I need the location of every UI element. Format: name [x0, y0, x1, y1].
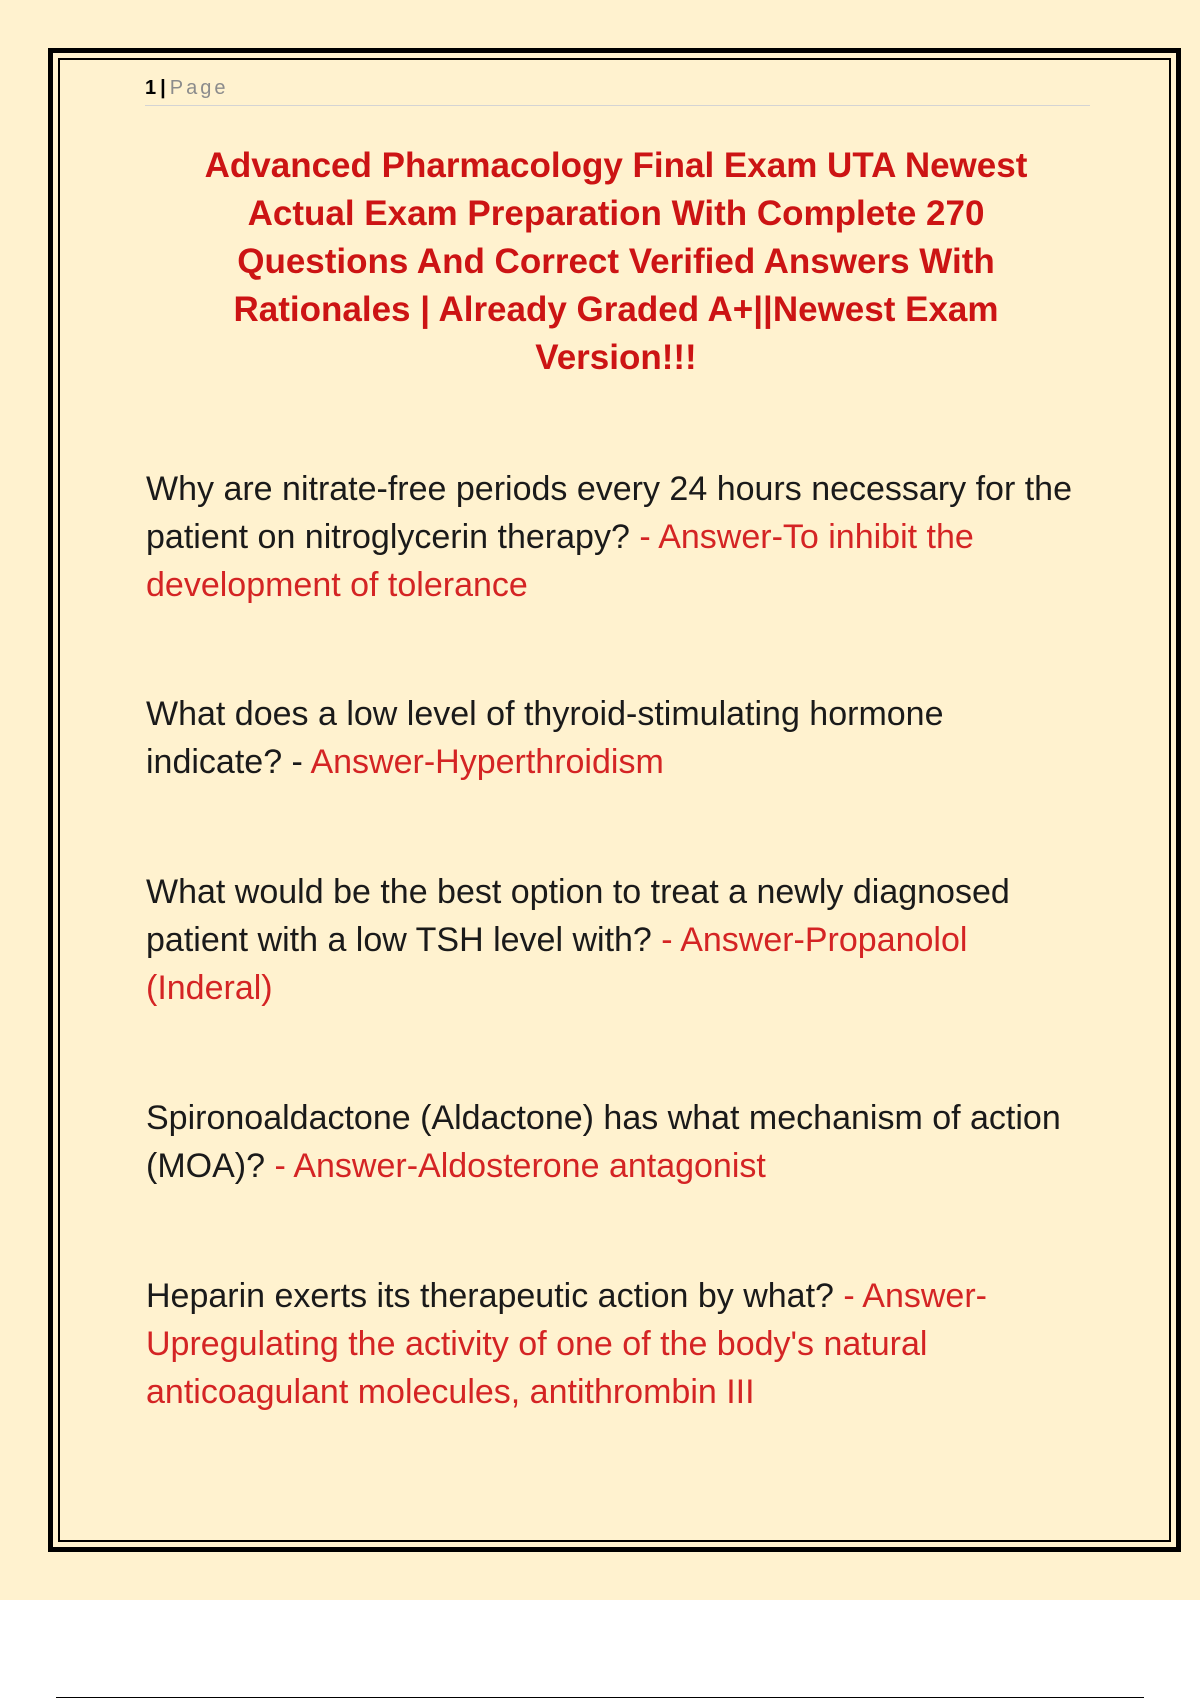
page-header — [145, 74, 1090, 106]
qa-item-5 — [146, 1272, 1086, 1416]
answer-text: - Answer-Upregulating the activity of one of the body's natural anticoagulant molecules, antithrombin III — [146, 1277, 987, 1411]
question-text: Why are nitrate-free periods every 24 hours necessary for the patient on nitroglycerin therapy? — [146, 470, 1072, 556]
answer-text: Answer-Hyperthroidism — [310, 743, 664, 781]
qa-item-3 — [146, 868, 1086, 1012]
qa-item-4 — [146, 1094, 1086, 1190]
page-word: Page — [169, 77, 229, 99]
question-text: Heparin exerts its therapeutic action by what? — [146, 1277, 834, 1315]
question-text: What does a low level of thyroid-stimulating hormone indicate? - — [146, 695, 944, 781]
answer-text: - Answer-Propanolol (Inderal) — [146, 921, 968, 1007]
qa-item-1 — [146, 465, 1086, 609]
question-text: Spironoaldactone (Aldactone) has what mechanism of action (MOA)? — [146, 1099, 1061, 1185]
answer-text: - Answer-Aldosterone antagonist — [274, 1147, 766, 1185]
document-title: Advanced Pharmacology Final Exam UTA Newest Actual Exam Preparation With Complete 270 Questions And Correct Verified Answers With Rationales | Already Graded A+||Newest Exam Version!!! — [204, 146, 1028, 377]
page-separator: | — [160, 77, 166, 99]
answer-text: - Answer-To inhibit the development of tolerance — [146, 518, 974, 604]
question-text: What would be the best option to treat a newly diagnosed patient with a low TSH level with? — [146, 873, 1010, 959]
qa-item-2 — [146, 690, 1086, 786]
page-number: 1 — [145, 77, 157, 99]
bottom-divider — [56, 1697, 1144, 1698]
